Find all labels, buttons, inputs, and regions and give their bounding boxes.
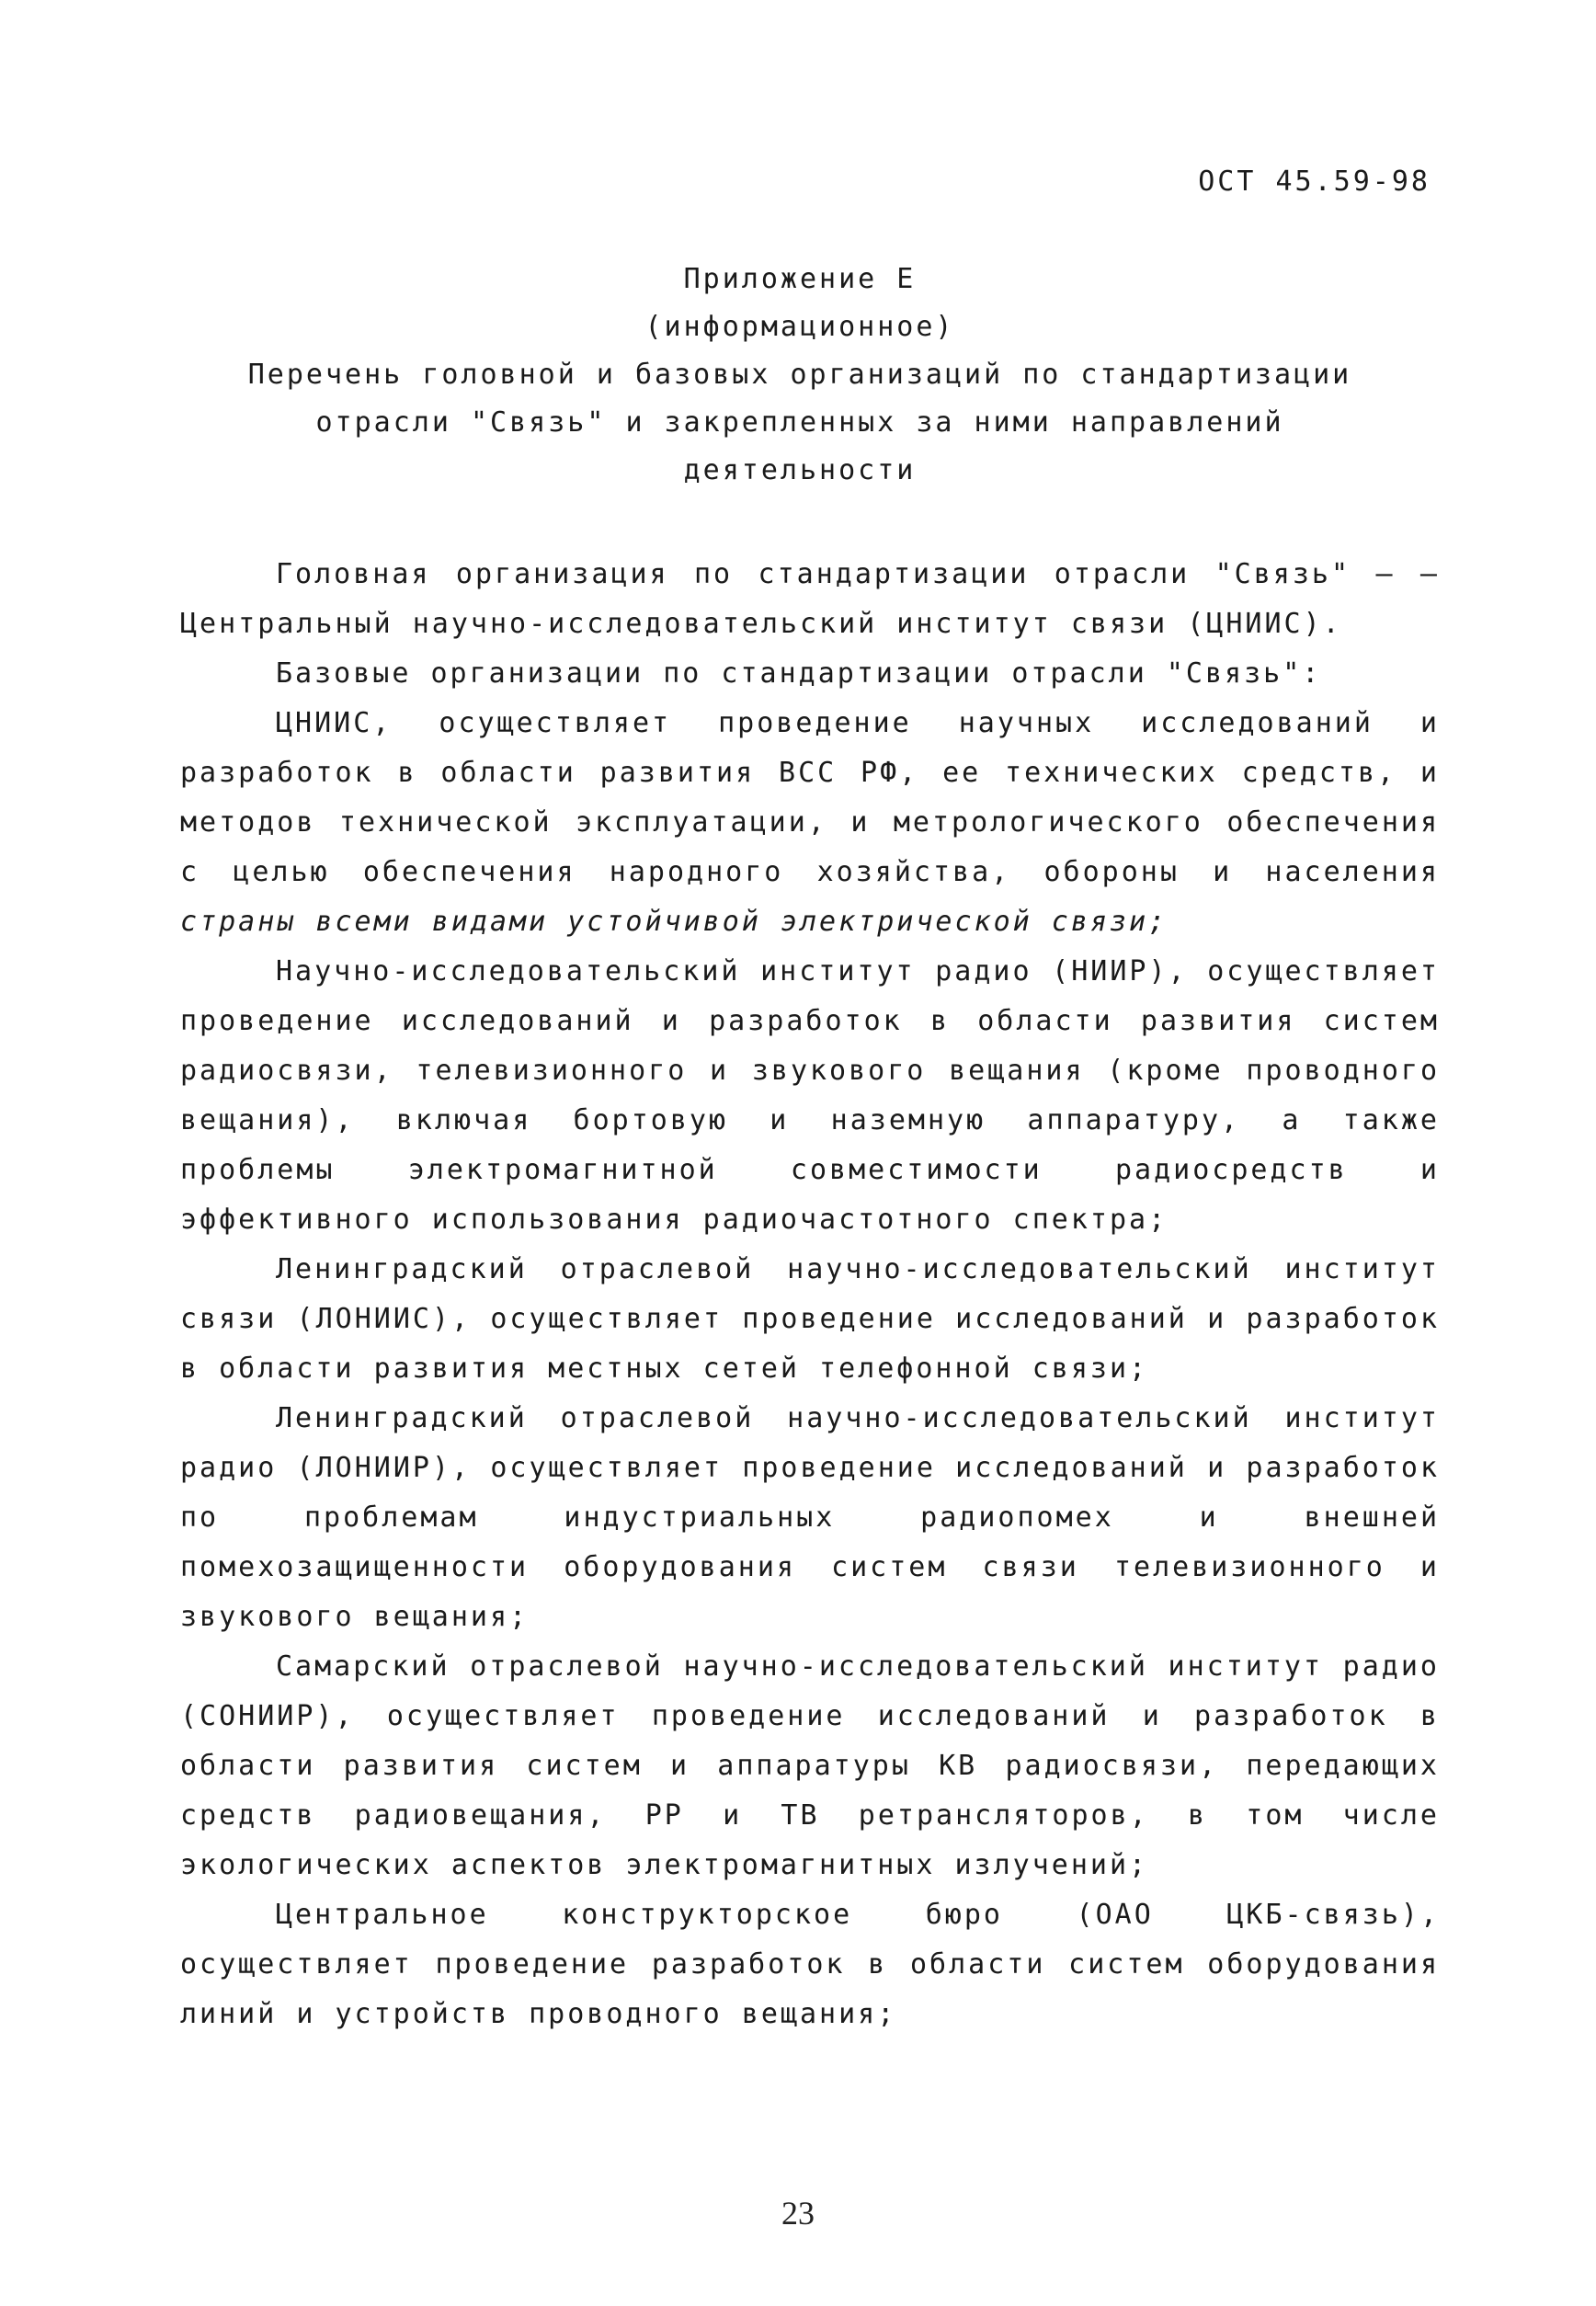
- document-body: [180, 550, 1440, 2039]
- paragraph-base-organizations-intro: Базовые организации по стандартизации отрасли "Связь":: [276, 657, 1322, 690]
- document-code: ОСТ 45.59-98: [1198, 166, 1431, 198]
- paragraph-head-organization: Головная организация по стандартизации отрасли "Связь" – – Центральный научно-исследовательский институт связи (ЦНИИС).: [180, 558, 1440, 640]
- paragraph-cniis-main: ЦНИИС, осуществляет проведение научных исследований и разработок в области развития ВСС РФ, ее технических средств, и методов технической эксплуатации, и метрологического обеспечения с целью обеспечения народного хозяйства, обороны и населения: [180, 707, 1440, 888]
- appendix-title-line-2: отрасли "Связь" и закрепленных за ними направлений: [315, 406, 1284, 439]
- paragraph-loniir: Ленинградский отраслевой научно-исследовательский институт радио (ЛОНИИР), осуществляет проведение исследований и разработок по проблемам индустриальных радиопомех и внешней помехозащищенности оборудования систем связи телевизионного и звукового вещания;: [180, 1402, 1440, 1633]
- page-number: 23: [781, 2195, 815, 2232]
- paragraph-soniir: Самарский отраслевой научно-исследовательский институт радио (СОНИИР), осуществляет проведение исследований и разработок в области развития систем и аппаратуры КВ радиосвязи, передающих средств радиовещания, РР и ТВ ретрансляторов, в том числе экологических аспектов электромагнитных излучений;: [180, 1650, 1440, 1881]
- paragraph-cniis-tail: страны всеми видами устойчивой электрической связи;: [180, 906, 1168, 938]
- appendix-title-line-1: Перечень головной и базовых организаций по стандартизации: [247, 359, 1352, 391]
- appendix-title-line-3: деятельности: [683, 454, 917, 486]
- paragraph-loniis: Ленинградский отраслевой научно-исследовательский институт связи (ЛОНИИС), осуществляет проведение исследований и разработок в области развития местных сетей телефонной связи;: [180, 1253, 1440, 1385]
- appendix-heading: [184, 256, 1416, 495]
- paragraph-ckb-svyaz: Центральное конструкторское бюро (ОАО ЦКБ-связь), осуществляет проведение разработок в области систем оборудования линий и устройств проводного вещания;: [180, 1899, 1440, 2030]
- appendix-label: Приложение Е: [683, 263, 917, 295]
- paragraph-niir: Научно-исследовательский институт радио (НИИР), осуществляет проведение исследований и разработок в области развития систем радиосвязи, телевизионного и звукового вещания (кроме проводного вещания), включая бортовую и наземную аппаратуру, а также проблемы электромагнитной совместимости радиосредств и эффективного использования радиочастотного спектра;: [180, 955, 1440, 1236]
- appendix-type: (информационное): [644, 311, 955, 343]
- paragraph-cniis: [180, 699, 1440, 947]
